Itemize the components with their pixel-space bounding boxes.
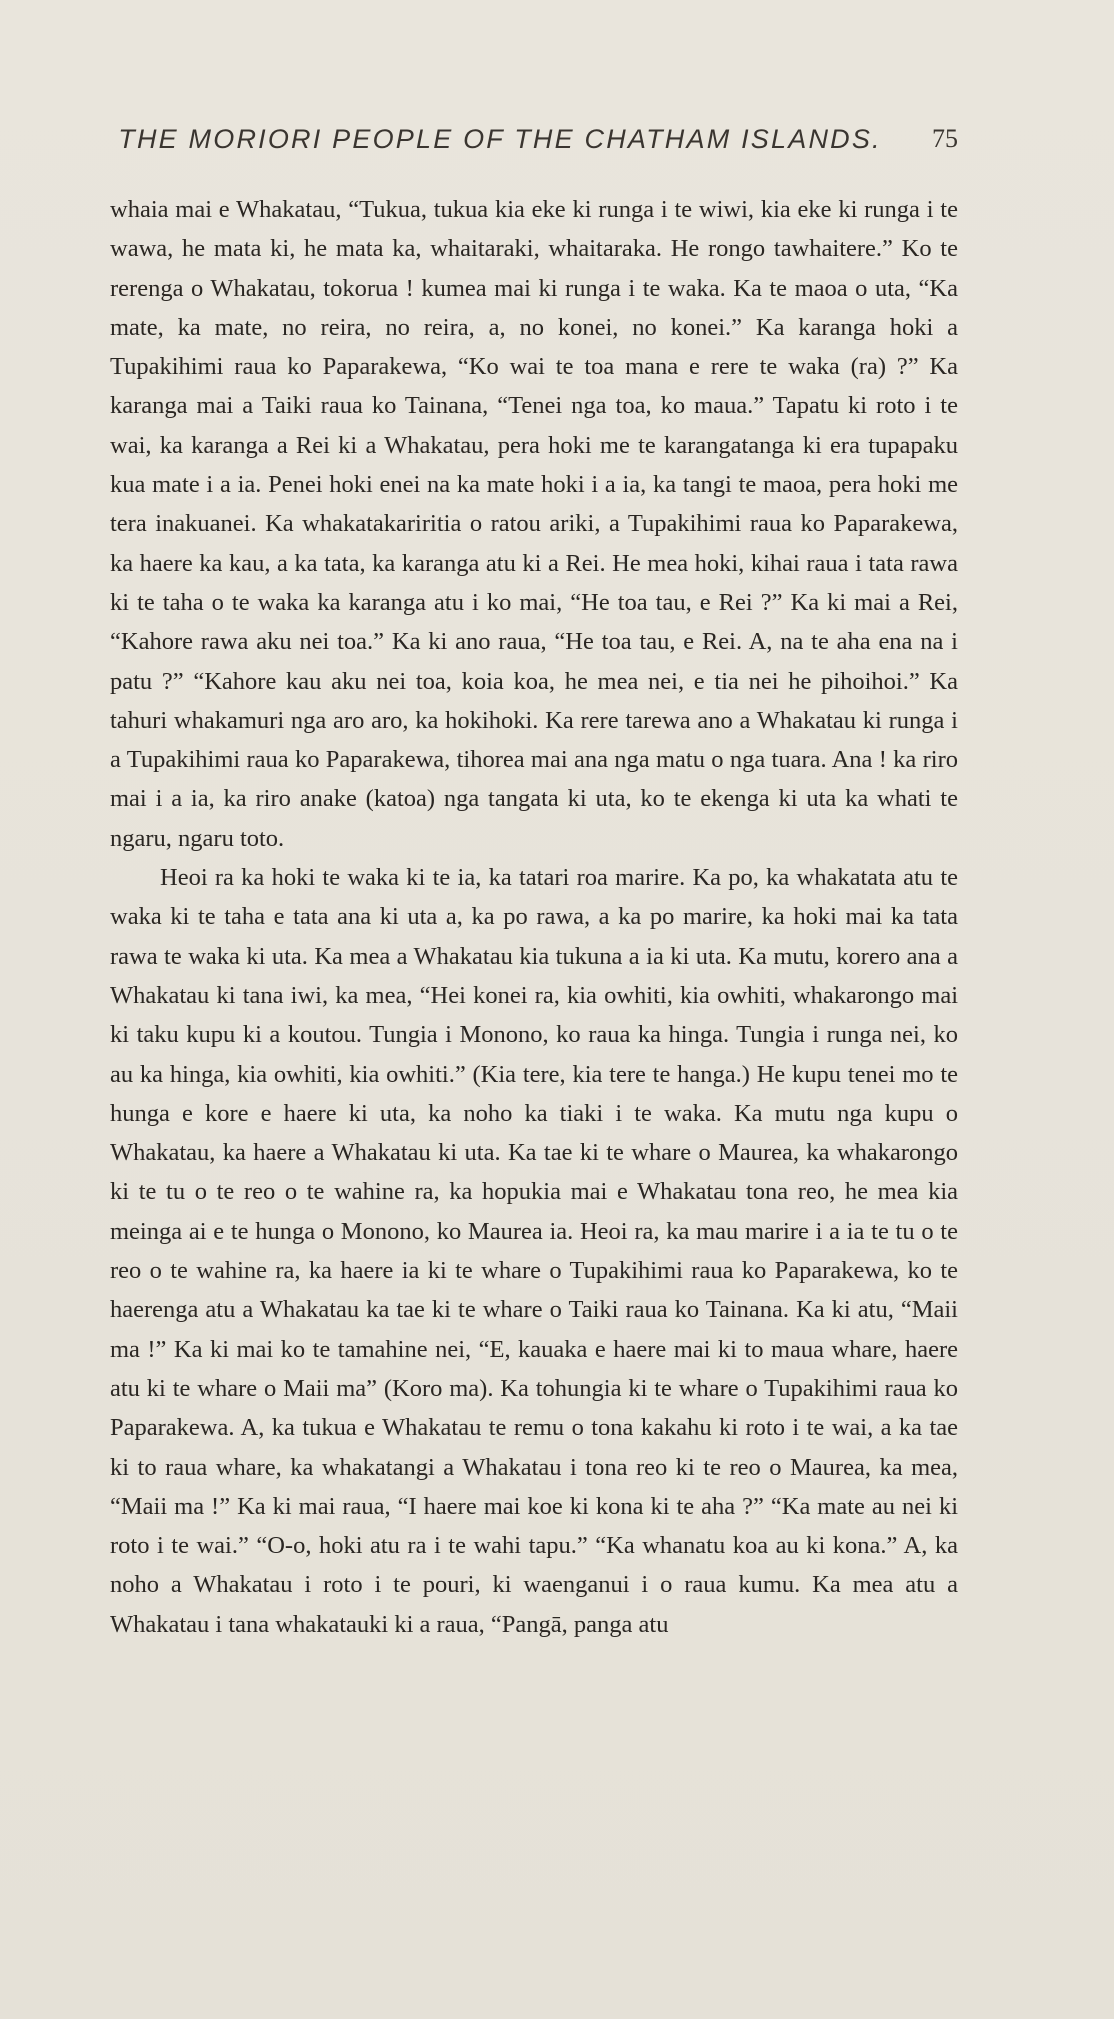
page-number: 75 (932, 124, 958, 153)
running-title: THE MORIORI PEOPLE OF THE CHATHAM ISLANDS. (118, 124, 882, 154)
page-header (110, 124, 958, 164)
body-text (110, 190, 958, 1644)
paragraph: Heoi ra ka hoki te waka ki te ia, ka tatari roa marire. Ka po, ka whakatata atu te waka ki te taha e tata ana ki uta a, ka po rawa, a ka po marire, ka hoki mai ka tata rawa te waka ki uta. Ka mea a Whakatau kia tukuna a ia ki uta. Ka mutu, korero ana a Whakatau ki tana iwi, ka mea, “Hei konei ra, kia owhiti, kia owhiti, whakarongo mai ki taku kupu ki a koutou. Tungia i Monono, ko raua ka hinga. Tungia i runga nei, ko au ka hinga, kia owhiti, kia owhiti.” (Kia tere, kia tere te hanga.) He kupu tenei mo te hunga e kore e haere ki uta, ka noho ka tiaki i te waka. Ka mutu nga kupu o Whakatau, ka haere a Whakatau ki uta. Ka tae ki te whare o Maurea, ka whakarongo ki te tu o te reo o te wahine ra, ka hopukia mai e Whakatau tona reo, he mea kia meinga ai e te hunga o Monono, ko Maurea ia. Heoi ra, ka mau marire i a ia te tu o te reo o te wahine ra, ka haere ia ki te whare o Tupakihimi raua ko Paparakewa, ko te haerenga atu a Whakatau ka tae ki te whare o Taiki raua ko Tainana. Ka ki atu, “Maii ma !” Ka ki mai ko te tamahine nei, “E, kauaka e haere mai ki to maua whare, haere atu ki te whare o Maii ma” (Koro ma). Ka tohungia ki te whare o Tupakihimi raua ko Paparakewa. A, ka tukua e Whakatau te remu o tona kakahu ki roto i te wai, a ka tae ki to raua whare, ka whakatangi a Whakatau i tona reo ki te reo o Maurea, ka mea, “Maii ma !” Ka ki mai raua, “I haere mai koe ki kona ki te aha ?” “Ka mate au nei ki roto i te wai.” “O-o, hoki atu ra i te wahi tapu.” “Ka whanatu koa au ki kona.” A, ka noho a Whakatau i roto i te pouri, ki waenganui i o raua kumu. Ka mea atu a Whakatau i tana whakatauki ki a raua, “Pangā, panga atu (110, 864, 958, 1638)
paragraph: whaia mai e Whakatau, “Tukua, tukua kia eke ki runga i te wiwi, kia eke ki runga i te wawa, he mata ki, he mata ka, whaitaraki, whaitaraka. He rongo tawhaitere.” Ko te rerenga o Whakatau, tokorua ! kumea mai ki runga i te waka. Ka te maoa o uta, “Ka mate, ka mate, no reira, no reira, a, no konei, no konei.” Ka karanga hoki a Tupakihimi raua ko Paparakewa, “Ko wai te toa mana e rere te waka (ra) ?” Ka karanga mai a Taiki raua ko Tainana, “Tenei nga toa, ko maua.” Tapatu ki roto i te wai, ka karanga a Rei ki a Whakatau, pera hoki me te karangatanga ki era tupapaku kua mate i a ia. Penei hoki enei na ka mate hoki i a ia, ka tangi te maoa, pera hoki me tera inakuanei. Ka whakatakariritia o ratou ariki, a Tupakihimi raua ko Paparakewa, ka haere ka kau, a ka tata, ka karanga atu ki a Rei. He mea hoki, kihai raua i tata rawa ki te taha o te waka ka karanga atu i ko mai, “He toa tau, e Rei ?” Ka ki mai a Rei, “Kahore rawa aku nei toa.” Ka ki ano raua, “He toa tau, e Rei. A, na te aha ena na i patu ?” “Kahore kau aku nei toa, koia koa, he mea nei, e tia nei he pihoihoi.” Ka tahuri whakamuri nga aro aro, ka hokihoki. Ka rere tarewa ano a Whakatau ki runga i a Tupakihimi raua ko Paparakewa, tihorea mai ana nga matu o nga tuara. Ana ! ka riro mai i a ia, ka riro anake (katoa) nga tangata ki uta, ko te ekenga ki uta ka whati te ngaru, ngaru toto. (110, 196, 958, 852)
